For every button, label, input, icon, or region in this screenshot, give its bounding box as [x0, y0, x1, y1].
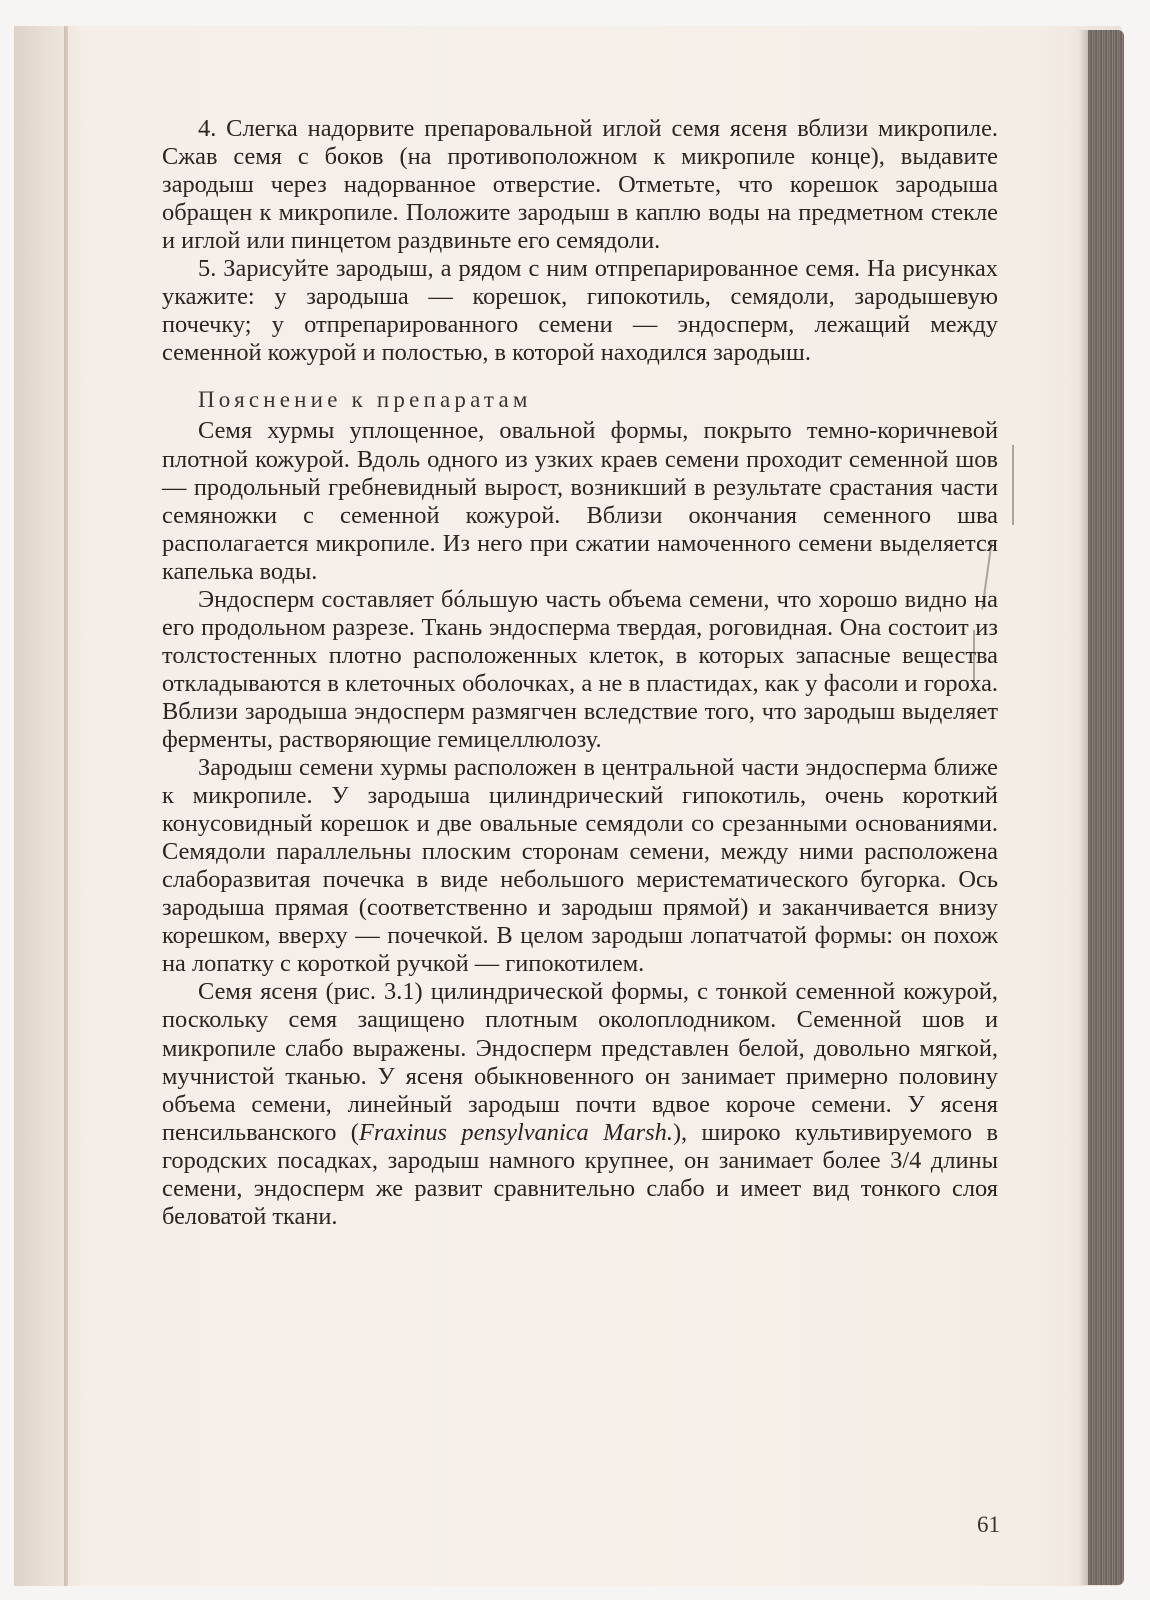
paragraph-step-5: 5. Зарисуйте зародыш, а рядом с ним отпрепарированное семя. На рисунках укажите: у зародыша — корешок, гипокотиль, семядоли, зародышевую почечку; у отпрепарированного семени — эндосперм, лежащий между семенной кожурой и полостью, в которой находился зародыш. [162, 255, 998, 367]
paragraph-persimmon-seed: Семя хурмы уплощенное, овальной формы, покрыто темно-коричневой плотной кожурой. Вдоль одного из узких краев семени проходит семенной шов — продольный гребневидный вырост, возникший в результате срастания части семяножки с семенной кожурой. Вблизи окончания семенного шва располагается микропиле. Из него при сжатии намоченного семени выделяется капелька воды. [162, 417, 998, 585]
ash-text-before: Семя ясеня (рис. 3.1) цилиндрической формы, с тонкой семенной кожурой, поскольку семя защищено плотным околоплодником. Семенной шов и микропиле слабо выражены. Эндосперм представлен белой, довольно мягкой, мучнистой тканью. У ясеня обыкновенного он занимает примерно половину объема семени, линейный зародыш почти вдвое короче семени. У ясеня пенсильванского ( [162, 978, 998, 1146]
pencil-margin-mark [1012, 445, 1014, 525]
paragraph-endosperm: Эндосперм составляет бóльшую часть объема семени, что хорошо видно на его продольном разрезе. Ткань эндосперма твердая, роговидная. Она состоит из толстостенных плотно расположенных клеток, в которых запасные вещества откладываются в клеточных оболочках, а не в пластидах, как у фасоли и гороха. Вблизи зародыша эндосперм размягчен вследствие того, что зародыш выделяет ферменты, растворяющие гемицеллюлозу. [162, 585, 998, 753]
gutter-shadow-line [64, 26, 68, 1586]
binding-gutter [14, 26, 84, 1586]
paragraph-step-4: 4. Слегка надорвите препаровальной иглой семя ясеня вблизи микропиле. Сжав семя с боков (на противоположном к микропиле конце), выдавите зародыш через надорванное отверстие. Отметьте, что корешок зародыша обращен к микропиле. Положите зародыш в каплю воды на предметном стекле и иглой или пинцетом раздвиньте его семядоли. [162, 115, 998, 255]
body-text [162, 115, 998, 1231]
paragraph-ash-seed [162, 978, 998, 1230]
ash-text-after: ), широко культивируемого в городских посадках, зародыш намного крупнее, он занимает более 3/4 длины семени, эндосперм же развит сравнительно слабо и имеет вид тонкого слоя беловатой ткани. [162, 1118, 998, 1230]
page-stack-edge [1088, 30, 1124, 1585]
paragraph-persimmon-embryo: Зародыш семени хурмы расположен в центральной части эндосперма ближе к микропиле. У зародыша цилиндрический гипокотиль, очень короткий конусовидный корешок и две овальные семядоли со срезанными основаниями. Семядоли параллельны плоским сторонам семени, между ними расположена слаборазвитая почечка в виде небольшого меристематического бугорка. Ось зародыша прямая (соответственно и зародыш прямой) и заканчивается внизу корешком, вверху — почечкой. В целом зародыш лопатчатой формы: он похож на лопатку с короткой ручкой — гипокотилем. [162, 754, 998, 978]
page-number: 61 [977, 1512, 1000, 1537]
latin-species-name: Fraxinus pensylvanica Marsh. [358, 1118, 673, 1146]
section-heading: Пояснение к препаратам [198, 387, 532, 413]
